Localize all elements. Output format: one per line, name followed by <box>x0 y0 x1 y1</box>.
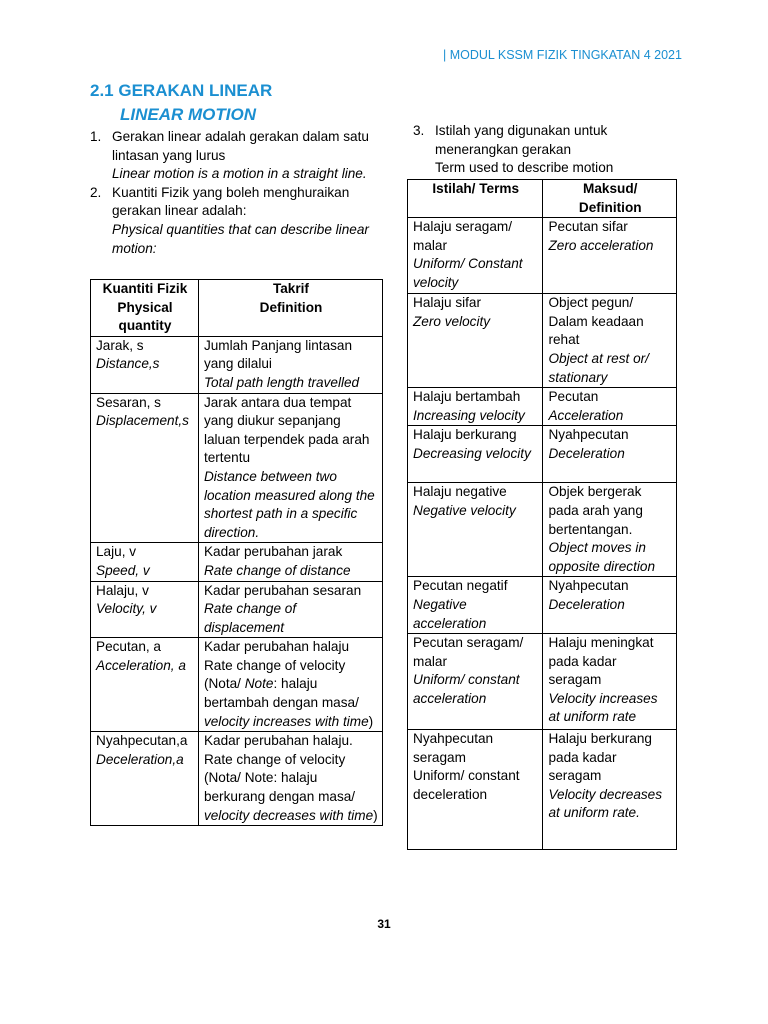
meaning-cell: Pecutan Acceleration <box>543 388 677 426</box>
meaning-cell: Halaju berkurang pada kadar seragam Velocity decreases at uniform rate. <box>543 730 677 850</box>
left-intro-list <box>90 128 402 258</box>
section-subtitle: LINEAR MOTION <box>120 105 256 124</box>
definition-cell: Jarak antara dua tempat yang diukur sepanjang laluan terpendek pada arah tertentu Distance between two location measured along the shortest path in a specific direction. <box>198 393 382 543</box>
note-text: (Nota/ Note: halaju bertambah dengan masa/ velocity increases with time) <box>203 676 374 729</box>
term-cell: Halaju seragam/ malar Uniform/ Constant velocity <box>408 218 543 294</box>
table-header-row <box>91 280 383 337</box>
item-text-malay: Kuantiti Fizik yang boleh menghuraikan gerakan linear adalah: <box>112 184 350 219</box>
item-text-english: Linear motion is a motion in a straight line. <box>112 166 367 182</box>
quantity-cell: Sesaran, s Displacement,s <box>91 393 199 543</box>
module-header: | MODUL KSSM FIZIK TINGKATAN 4 2021 <box>443 48 682 62</box>
term-cell: Halaju sifar Zero velocity <box>408 294 543 388</box>
term-cell: Halaju bertambah Increasing velocity <box>408 388 543 426</box>
header-quantity: Kuantiti Fizik Physical quantity <box>91 280 199 337</box>
definition-cell: Kadar perubahan halaju. Rate change of velocity (Nota/ Note: halaju berkurang dengan masa/ velocity decreases with time) <box>198 732 382 826</box>
item-number: 1. <box>90 129 102 144</box>
header-meaning: Maksud/ Definition <box>543 180 677 218</box>
table-row <box>408 577 677 634</box>
table-row <box>408 294 677 388</box>
definition-cell: Kadar perubahan sesaran Rate change of displacement <box>198 581 382 638</box>
page-number: 31 <box>377 917 391 931</box>
note-text: (Nota/ Note: halaju berkurang dengan masa/ velocity decreases with time) <box>203 770 378 823</box>
term-cell: Halaju berkurang Decreasing velocity <box>408 426 543 483</box>
meaning-cell: Nyahpecutan Deceleration <box>543 426 677 483</box>
meaning-cell: Halaju meningkat pada kadar seragam Velocity increases at uniform rate <box>543 634 677 730</box>
definition-cell: Kadar perubahan jarak Rate change of distance <box>198 543 382 581</box>
term-cell: Pecutan negatif Negative acceleration <box>408 577 543 634</box>
header-terms: Istilah/ Terms <box>408 180 543 218</box>
meaning-cell: Object pegun/ Dalam keadaan rehat Object at rest or/ stationary <box>543 294 677 388</box>
table-row <box>91 638 383 732</box>
table-row <box>91 543 383 581</box>
table-row <box>91 393 383 543</box>
quantity-cell: Halaju, v Velocity, v <box>91 581 199 638</box>
meaning-cell: Objek bergerak pada arah yang bertentangan. Object moves in opposite direction <box>543 483 677 577</box>
item-text-english: Term used to describe motion <box>435 160 614 176</box>
table-row <box>408 730 677 850</box>
quantity-cell: Nyahpecutan,a Deceleration,a <box>91 732 199 826</box>
item-text-malay: Gerakan linear adalah gerakan dalam satu lintasan yang lurus <box>112 129 369 163</box>
list-item <box>90 128 402 184</box>
table-row <box>91 732 383 826</box>
header-definition: Takrif Definition <box>198 280 382 337</box>
table-row <box>91 336 383 393</box>
definition-cell: Kadar perubahan halaju Rate change of velocity (Nota/ Note: halaju bertambah dengan masa/ velocity increases with time) <box>198 638 382 732</box>
table-row <box>91 581 383 638</box>
table-row <box>408 483 677 577</box>
item-text-malay: Istilah yang digunakan untuk menerangkan gerakan <box>435 123 608 157</box>
term-cell: Pecutan seragam/ malar Uniform/ constant acceleration <box>408 634 543 730</box>
table-row <box>408 426 677 483</box>
quantity-cell: Laju, v Speed, v <box>91 543 199 581</box>
meaning-cell: Pecutan sifar Zero acceleration <box>543 218 677 294</box>
definition-cell: Jumlah Panjang lintasan yang dilalui Total path length travelled <box>198 336 382 393</box>
item-number: 3. <box>413 123 425 138</box>
item-text-english: Physical quantities that can describe linear motion: <box>112 221 369 256</box>
right-intro-list <box>413 122 663 178</box>
terms-table <box>407 179 677 850</box>
table-header-row <box>408 180 677 218</box>
term-cell: Nyahpecutan seragam Uniform/ constant deceleration <box>408 730 543 850</box>
table-row <box>408 634 677 730</box>
meaning-cell: Nyahpecutan Deceleration <box>543 577 677 634</box>
table-row <box>408 218 677 294</box>
quantity-cell: Pecutan, a Acceleration, a <box>91 638 199 732</box>
section-title: 2.1 GERAKAN LINEAR <box>90 81 273 100</box>
item-number: 2. <box>90 184 102 200</box>
list-item <box>90 184 402 258</box>
list-item <box>413 122 663 178</box>
term-cell: Halaju negative Negative velocity <box>408 483 543 577</box>
quantity-cell: Jarak, s Distance,s <box>91 336 199 393</box>
quantity-table <box>90 279 383 826</box>
table-row <box>408 388 677 426</box>
